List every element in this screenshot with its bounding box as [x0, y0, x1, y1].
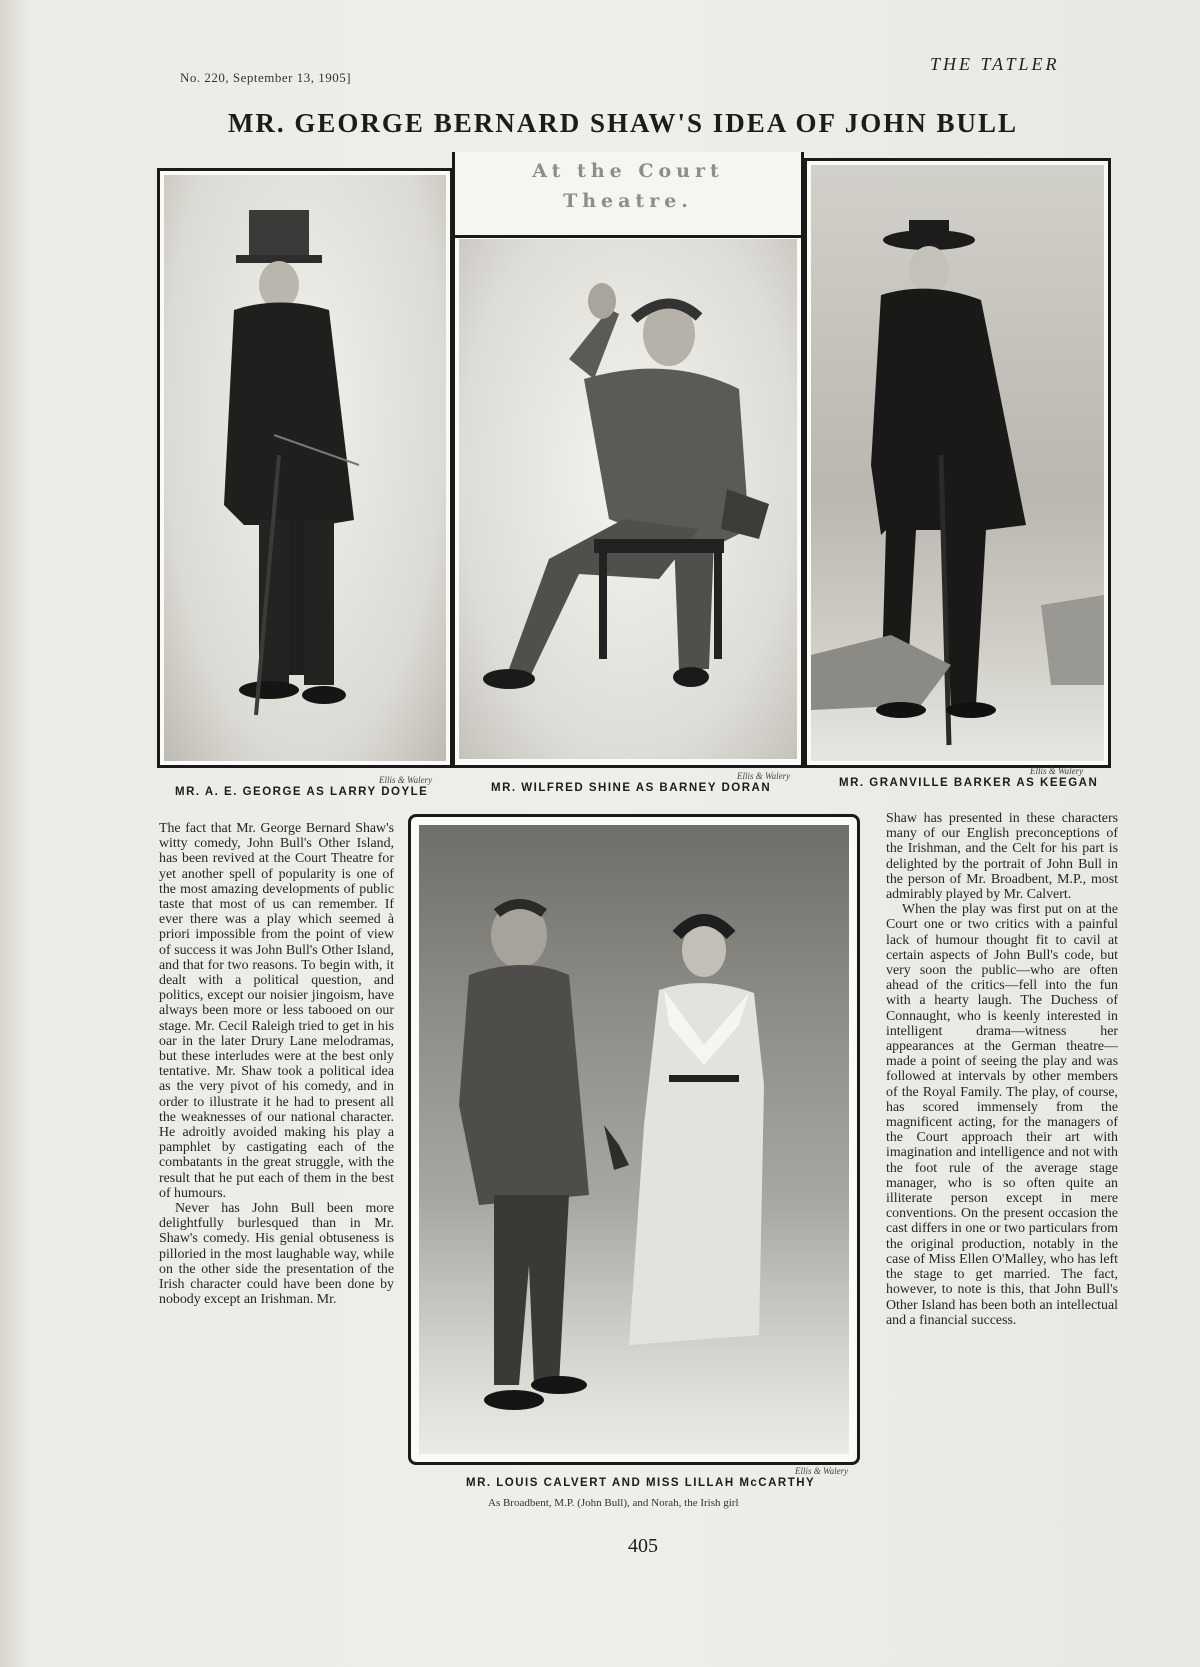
photo-frame-main — [408, 814, 860, 1465]
photo-larry-doyle — [164, 175, 446, 761]
subtitle-line-2: Theatre. — [563, 190, 693, 212]
figure-barney-doran-image — [459, 239, 797, 759]
photo-frame-george — [157, 168, 453, 768]
subtitle-line-1: At the Court — [532, 160, 724, 182]
photo-frame-shine — [452, 235, 804, 768]
photo-credit-george: Ellis & Walery — [379, 775, 433, 785]
article-paragraph: Never has John Bull been more delightfully burlesqued than in Mr. Shaw's comedy. His genial obtuseness is pilloried in the most laughable way, while on the other side the presentation of the Irish character could have been done by nobody except an Irishman. Mr. — [159, 1201, 394, 1308]
subtitle-box — [452, 152, 804, 238]
caption-shine: MR. WILFRED SHINE AS BARNEY DORAN — [491, 782, 772, 794]
article-paragraph: When the play was first put on at the Court one or two critics with a painful lack of humour thought fit to cavil at certain aspects of John Bull's code, but very soon the public—who are often ahead of the critics—fell into the fun with a hearty laugh. The Duchess of Connaught, who is keenly interested in intelligent drama—witness her appearances at the German theatre—made a point of seeing the play and was followed at intervals by other members of the Royal Family. The play, of course, has scored immensely from the magnificent acting, for the managers of the Court approach their art with imagination and intelligence and not with the foot rule of the average stage manager, who is so often quite an illiterate person except in mere conventions. On the present occasion the cast differs in one or two particulars from the original production, notably in the case of Miss Ellen O'Malley, who has left the stage to get married. The fact, however, to note is this, that John Bull's Other Island has been both an intellectual and a financial success. — [886, 902, 1118, 1328]
photo-barney-doran — [459, 239, 797, 759]
figure-keegan-image — [811, 165, 1104, 761]
figure-calvert-mccarthy-image — [419, 825, 849, 1454]
masthead: THE TATLER — [930, 54, 1060, 74]
photo-credit-barker: Ellis & Walery — [1030, 766, 1084, 776]
subcaption-main: As Broadbent, M.P. (John Bull), and Norah, the Irish girl — [488, 1497, 739, 1509]
caption-barker: MR. GRANVILLE BARKER AS KEEGAN — [839, 777, 1099, 789]
caption-george: MR. A. E. GEORGE AS LARRY DOYLE — [175, 786, 429, 798]
figure-larry-doyle-image — [164, 175, 446, 761]
photo-keegan — [811, 165, 1104, 761]
page-title: MR. GEORGE BERNARD SHAW'S IDEA OF JOHN BULL — [227, 108, 1019, 138]
article-column-1 — [159, 821, 394, 1511]
photo-calvert-mccarthy — [419, 825, 849, 1454]
photo-credit-shine: Ellis & Walery — [737, 771, 791, 781]
article-column-2 — [886, 811, 1118, 1501]
page-number: 405 — [628, 1535, 658, 1557]
article-paragraph: Shaw has presented in these characters many of our English preconceptions of the Irishman, and the Celt for his part is delighted by the portrait of John Bull in the person of Mr. Broadbent, M.P., most admirably played by Mr. Calvert. — [886, 811, 1118, 903]
article-paragraph: The fact that Mr. George Bernard Shaw's witty comedy, John Bull's Other Island, has been revived at the Court Theatre for yet another spell of popularity is one of the most amazing developments of public taste that most of us can remember. If ever there was a play which seemed à priori impossible from the point of view of success it was John Bull's Other Island, and that for two reasons. To begin with, it dealt with a political question, and politics, except our noisier jingoism, have always been more or less tabooed on our stage. Mr. Cecil Raleigh tried to get in his oar in the later Drury Lane melodramas, but these interludes were at the best only tentative. Mr. Shaw took a political idea as the very pivot of his comedy, and in order to illustrate it he had to present all the weaknesses of our national character. He adroitly avoided making his play a pamphlet by castigating each of the combatants in the great struggle, with the result that he put each of them in the best of humours. — [159, 821, 394, 1201]
caption-main: MR. LOUIS CALVERT AND MISS LILLAH McCARTHY — [466, 1477, 816, 1489]
photo-frame-barker — [804, 158, 1111, 768]
photo-credit-main: Ellis & Walery — [795, 1466, 849, 1476]
issue-line: No. 220, September 13, 1905] — [180, 70, 352, 85]
